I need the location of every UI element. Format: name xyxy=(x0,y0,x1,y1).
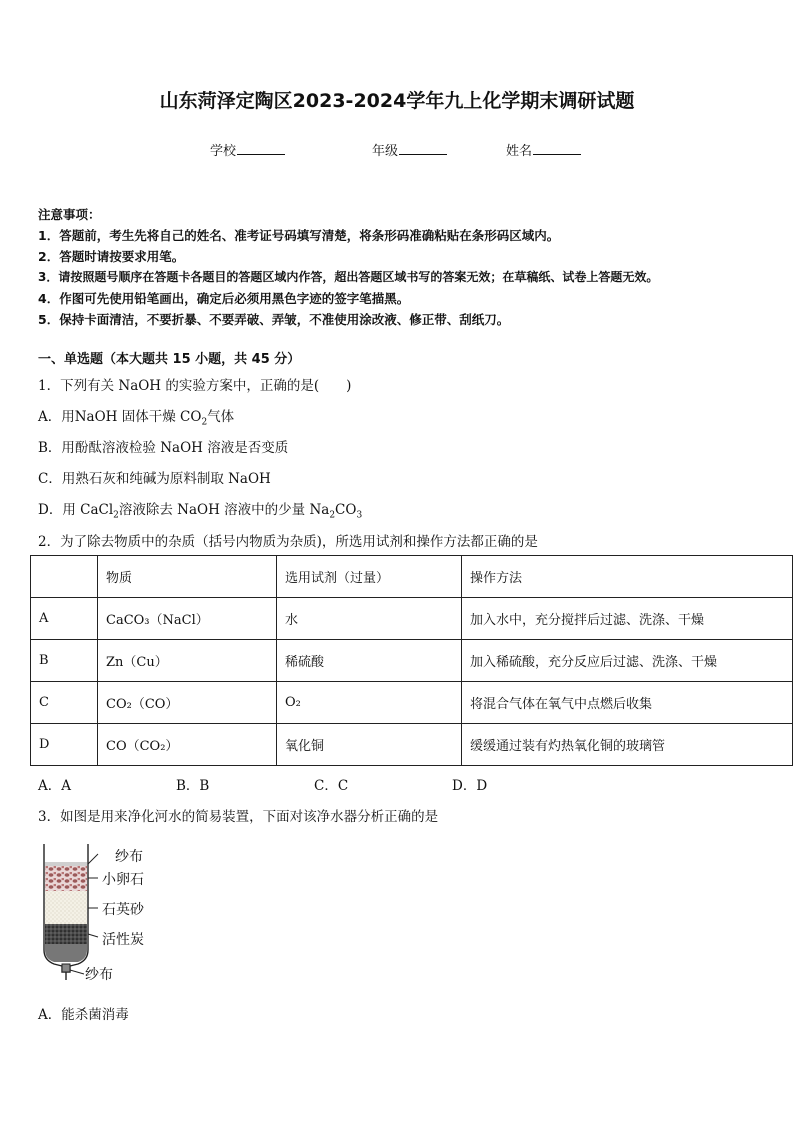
q1-option-c[interactable]: C．用熟石灰和纯碱为原料制取 NaOH xyxy=(38,471,271,487)
name-blank[interactable] xyxy=(533,142,581,155)
q1-option-a[interactable]: A．用NaOH 固体干燥 $CO_2$气体 xyxy=(38,409,235,428)
q2-table xyxy=(30,555,793,766)
header-cell: 物质 xyxy=(98,556,277,598)
notice-item: 3．请按照题号顺序在答题卡各题目的答题区域内作答，超出答题区域书写的答案无效；在草稿纸、试卷上答题无效。 xyxy=(38,270,659,284)
school-field[interactable] xyxy=(210,140,285,159)
notice-item: 2．答题时请按要求用笔。 xyxy=(38,249,185,264)
q2-stem: 2．为了除去物质中的杂质（括号内物质为杂质)，所选用试剂和操作方法都正确的是 xyxy=(38,534,538,550)
label-pebbles: 小卵石 xyxy=(102,872,144,888)
q1-option-b[interactable]: B．用酚酞溶液检验 NaOH 溶液是否变质 xyxy=(38,440,289,456)
notice-item: 5．保持卡面清洁，不要折暴、不要弄破、弄皱，不准使用涂改液、修正带、刮纸刀。 xyxy=(38,312,510,327)
q1-stem: 1．下列有关 NaOH 的实验方案中，正确的是( ) xyxy=(38,378,352,394)
row-reagent: 稀硫酸 xyxy=(277,640,462,682)
table-row xyxy=(31,640,793,682)
label-quartz-sand: 石英砂 xyxy=(102,902,144,918)
row-key: A xyxy=(31,598,98,640)
water-filter-diagram xyxy=(40,842,144,986)
row-key: B xyxy=(31,640,98,682)
q2-choice-a[interactable]: A．A xyxy=(38,778,71,794)
notice-heading: 注意事项： xyxy=(38,207,101,222)
q3-stem: 3．如图是用来净化河水的简易装置，下面对该净水器分析正确的是 xyxy=(38,809,439,825)
school-blank[interactable] xyxy=(237,142,285,155)
row-substance: CaCO₃（NaCl） xyxy=(98,598,277,640)
row-key: D xyxy=(31,724,98,766)
notice-block xyxy=(38,204,658,330)
label-gauze-top: 纱布 xyxy=(115,849,143,865)
q2-choice-c[interactable]: C．C xyxy=(314,778,349,794)
grade-blank[interactable] xyxy=(399,142,447,155)
table-header-row xyxy=(31,556,793,598)
q1-option-d[interactable]: D．用 CaCl$_2$溶液除去 NaOH 溶液中的少量 $Na_2CO_3$ xyxy=(38,502,363,521)
notice-item: 4．作图可先使用铅笔画出，确定后必须用黑色字迹的签字笔描黑。 xyxy=(38,291,410,306)
row-method: 加入水中，充分搅拌后过滤、洗涤、干燥 xyxy=(462,598,793,640)
row-key: C xyxy=(31,682,98,724)
notice-item: 1．答题前，考生先将自己的姓名、准考证号码填写清楚，将条形码准确粘贴在条形码区域内。 xyxy=(38,228,560,243)
grade-field[interactable] xyxy=(372,140,447,159)
name-label: 姓名 xyxy=(506,144,533,159)
grade-label: 年级 xyxy=(372,144,399,159)
row-method: 缓缓通过装有灼热氧化铜的玻璃管 xyxy=(462,724,793,766)
row-method: 加入稀硫酸，充分反应后过滤、洗涤、干燥 xyxy=(462,640,793,682)
table-row xyxy=(31,682,793,724)
section-heading: 一、单选题（本大题共 15 小题，共 45 分） xyxy=(38,352,301,367)
school-label: 学校 xyxy=(210,144,237,159)
label-gauze-bottom: 纱布 xyxy=(85,967,113,983)
q2-choice-b[interactable]: B．B xyxy=(176,778,210,794)
header-cell xyxy=(31,556,98,598)
label-activated-carbon: 活性炭 xyxy=(102,932,144,948)
row-substance: CO（CO₂） xyxy=(98,724,277,766)
row-reagent: 水 xyxy=(277,598,462,640)
row-substance: CO₂（CO） xyxy=(98,682,277,724)
row-substance: Zn（Cu） xyxy=(98,640,277,682)
q3-option-a[interactable]: A．能杀菌消毒 xyxy=(38,1007,129,1023)
page-title: 山东菏泽定陶区2023-2024学年九上化学期末调研试题 xyxy=(159,90,635,112)
q2-choice-d[interactable]: D．D xyxy=(452,778,488,794)
name-field[interactable] xyxy=(506,140,581,159)
table-row xyxy=(31,598,793,640)
header-cell: 操作方法 xyxy=(462,556,793,598)
row-method: 将混合气体在氧气中点燃后收集 xyxy=(462,682,793,724)
header-cell: 选用试剂（过量） xyxy=(277,556,462,598)
filter-device-illustration xyxy=(40,842,110,982)
row-reagent: 氧化铜 xyxy=(277,724,462,766)
row-reagent: O₂ xyxy=(277,682,462,724)
table-row xyxy=(31,724,793,766)
